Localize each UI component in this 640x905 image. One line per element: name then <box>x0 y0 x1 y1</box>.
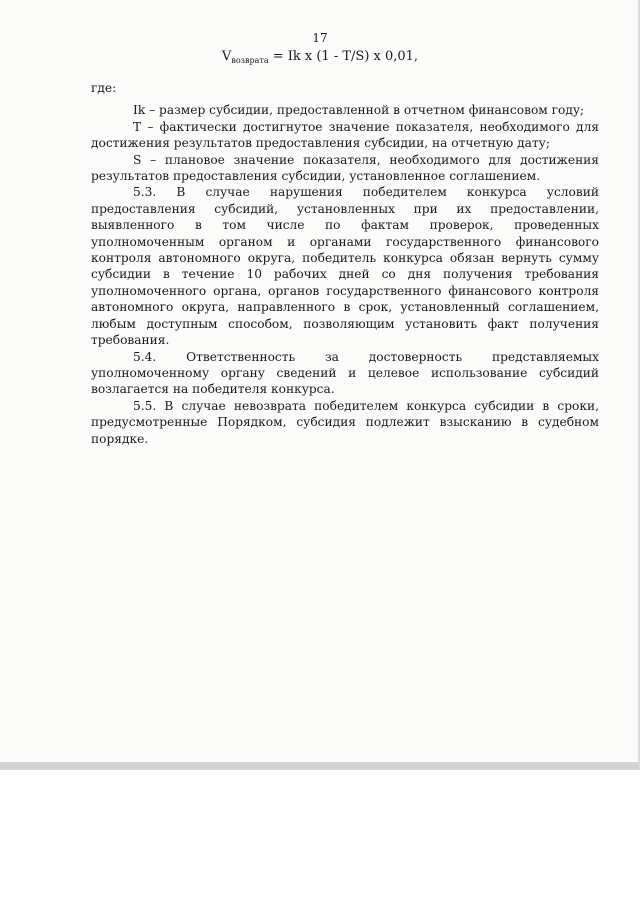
formula-lhs-subscript: возврата <box>231 56 269 65</box>
paragraph-5-5: 5.5. В случае невозврата победителем конкурса субсидии в сроки, предусмотренные Порядком, субсидия подлежит взысканию в судебном порядке. <box>91 398 599 446</box>
body-text <box>91 80 599 447</box>
paragraph-s-definition: S – плановое значение показателя, необходимого для достижения результатов предоставления субсидии, установленное соглашением. <box>91 152 599 184</box>
refund-formula <box>0 49 640 65</box>
formula-rhs: = Ik x (1 - T/S) x 0,01, <box>268 49 419 64</box>
formula-lhs: V <box>221 49 232 64</box>
page-number: 17 <box>312 31 328 45</box>
paragraph-t-definition: Т – фактически достигнутое значение показателя, необходимого для достижения результатов предоставления субсидии, на отчетную дату; <box>91 119 599 151</box>
paragraph-5-4: 5.4. Ответственность за достоверность представляемых уполномоченному органу сведений и целевое использование субсидий возлагается на победителя конкурса. <box>91 349 599 397</box>
paragraph-ik-definition: Ik – размер субсидии, предоставленной в отчетном финансовом году; <box>133 103 585 118</box>
paragraph-where: где: <box>91 81 117 95</box>
paragraph-5-3: 5.3. В случае нарушения победителем конкурса условий предоставления субсидий, установленных при их предоставлении, выявленного в том числе по фактам проверок, проведенных уполномоченным органом и органами государственного финансового контроля автономного округа, победитель конкурса обязан вернуть сумму субсидии в течение 10 рабочих дней со дня получения требования уполномоченного органа, органов государственного финансового контроля автономного округа, направленного в срок, установленный соглашением, любым доступным способом, позволяющим установить факт получения требования. <box>91 185 599 348</box>
